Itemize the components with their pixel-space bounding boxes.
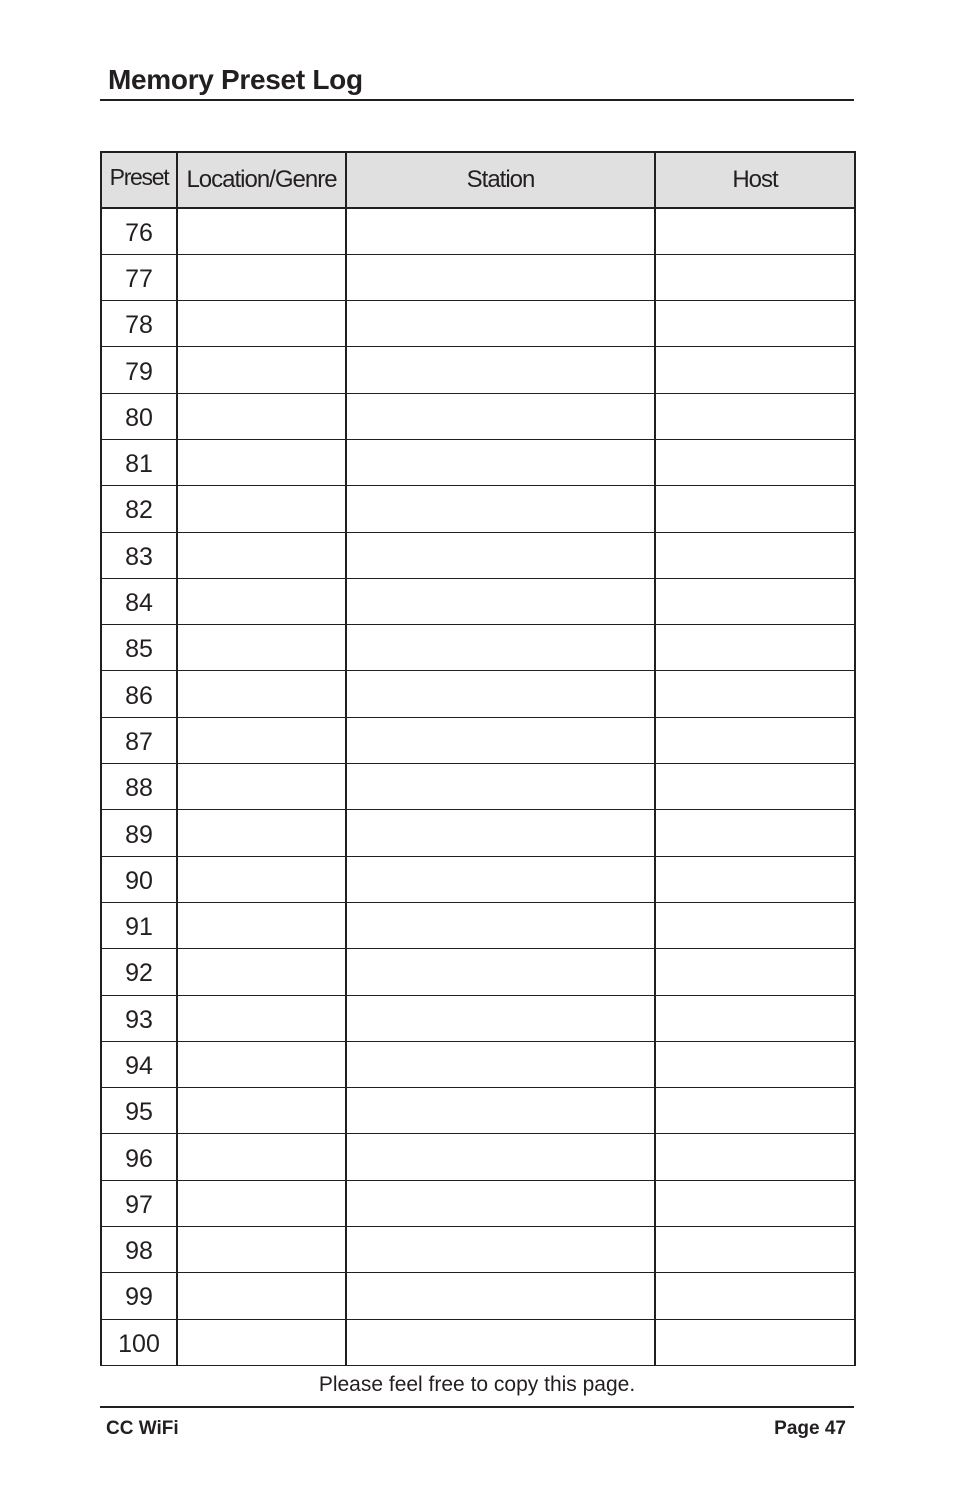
host-cell: [655, 949, 855, 995]
location-genre-cell: [177, 902, 346, 948]
table-row: [101, 717, 855, 763]
station-cell: [346, 532, 655, 578]
station-cell: [346, 208, 655, 254]
preset-number-cell: 96: [101, 1134, 177, 1180]
preset-number-cell: 86: [101, 671, 177, 717]
table-row: [101, 625, 855, 671]
preset-number-cell: 100: [101, 1319, 177, 1365]
location-genre-cell: [177, 1134, 346, 1180]
table-row: [101, 671, 855, 717]
table-row: [101, 995, 855, 1041]
location-genre-cell: [177, 1273, 346, 1319]
preset-number-cell: 83: [101, 532, 177, 578]
preset-number-cell: 88: [101, 764, 177, 810]
location-genre-cell: [177, 625, 346, 671]
table-row: [101, 949, 855, 995]
table-row: [101, 578, 855, 624]
station-cell: [346, 393, 655, 439]
table-row: [101, 1319, 855, 1365]
station-cell: [346, 486, 655, 532]
location-genre-cell: [177, 856, 346, 902]
table-row: [101, 1134, 855, 1180]
location-genre-cell: [177, 254, 346, 300]
column-header-preset: Preset: [101, 152, 177, 208]
location-genre-cell: [177, 1088, 346, 1134]
location-genre-cell: [177, 1180, 346, 1226]
host-cell: [655, 995, 855, 1041]
host-cell: [655, 393, 855, 439]
host-cell: [655, 347, 855, 393]
station-cell: [346, 1227, 655, 1273]
station-cell: [346, 995, 655, 1041]
location-genre-cell: [177, 1319, 346, 1365]
preset-number-cell: 82: [101, 486, 177, 532]
station-cell: [346, 347, 655, 393]
host-cell: [655, 1319, 855, 1365]
location-genre-cell: [177, 208, 346, 254]
host-cell: [655, 578, 855, 624]
location-genre-cell: [177, 347, 346, 393]
footer-product-name: CC WiFi: [106, 1418, 179, 1439]
table-row: [101, 810, 855, 856]
table-row: [101, 1227, 855, 1273]
station-cell: [346, 1319, 655, 1365]
host-cell: [655, 1041, 855, 1087]
station-cell: [346, 439, 655, 485]
host-cell: [655, 254, 855, 300]
station-cell: [346, 625, 655, 671]
host-cell: [655, 1227, 855, 1273]
location-genre-cell: [177, 393, 346, 439]
table-row: [101, 439, 855, 485]
table-row: [101, 301, 855, 347]
preset-number-cell: 84: [101, 578, 177, 624]
preset-number-cell: 91: [101, 902, 177, 948]
preset-number-cell: 90: [101, 856, 177, 902]
station-cell: [346, 764, 655, 810]
station-cell: [346, 671, 655, 717]
location-genre-cell: [177, 439, 346, 485]
location-genre-cell: [177, 1041, 346, 1087]
table-row: [101, 764, 855, 810]
preset-number-cell: 92: [101, 949, 177, 995]
station-cell: [346, 301, 655, 347]
table-row: [101, 1273, 855, 1319]
table-row: [101, 1041, 855, 1087]
location-genre-cell: [177, 1227, 346, 1273]
station-cell: [346, 717, 655, 763]
host-cell: [655, 301, 855, 347]
preset-number-cell: 78: [101, 301, 177, 347]
preset-number-cell: 98: [101, 1227, 177, 1273]
preset-number-cell: 77: [101, 254, 177, 300]
location-genre-cell: [177, 532, 346, 578]
table-row: [101, 254, 855, 300]
station-cell: [346, 1273, 655, 1319]
location-genre-cell: [177, 671, 346, 717]
preset-number-cell: 80: [101, 393, 177, 439]
station-cell: [346, 578, 655, 624]
preset-number-cell: 79: [101, 347, 177, 393]
memory-preset-table: [100, 151, 856, 1366]
preset-number-cell: 87: [101, 717, 177, 763]
host-cell: [655, 1134, 855, 1180]
table-row: [101, 208, 855, 254]
preset-number-cell: 93: [101, 995, 177, 1041]
host-cell: [655, 671, 855, 717]
host-cell: [655, 717, 855, 763]
preset-number-cell: 95: [101, 1088, 177, 1134]
location-genre-cell: [177, 764, 346, 810]
host-cell: [655, 1088, 855, 1134]
table-row: [101, 486, 855, 532]
station-cell: [346, 1088, 655, 1134]
location-genre-cell: [177, 578, 346, 624]
location-genre-cell: [177, 949, 346, 995]
host-cell: [655, 486, 855, 532]
station-cell: [346, 1134, 655, 1180]
footer-page-number: Page 47: [774, 1418, 846, 1439]
host-cell: [655, 856, 855, 902]
location-genre-cell: [177, 995, 346, 1041]
location-genre-cell: [177, 810, 346, 856]
copy-note: Please feel free to copy this page.: [318, 1373, 636, 1396]
table-row: [101, 347, 855, 393]
table-header-row: [101, 152, 855, 208]
footer-divider: [100, 1406, 854, 1408]
host-cell: [655, 625, 855, 671]
station-cell: [346, 810, 655, 856]
preset-number-cell: 94: [101, 1041, 177, 1087]
station-cell: [346, 1041, 655, 1087]
host-cell: [655, 532, 855, 578]
location-genre-cell: [177, 486, 346, 532]
table-row: [101, 1180, 855, 1226]
column-header-station: Station: [346, 152, 655, 208]
table-row: [101, 902, 855, 948]
station-cell: [346, 949, 655, 995]
host-cell: [655, 439, 855, 485]
host-cell: [655, 1273, 855, 1319]
location-genre-cell: [177, 301, 346, 347]
table-row: [101, 856, 855, 902]
host-cell: [655, 208, 855, 254]
table-row: [101, 532, 855, 578]
preset-number-cell: 99: [101, 1273, 177, 1319]
station-cell: [346, 254, 655, 300]
preset-number-cell: 97: [101, 1180, 177, 1226]
station-cell: [346, 1180, 655, 1226]
preset-number-cell: 89: [101, 810, 177, 856]
station-cell: [346, 902, 655, 948]
page-title: Memory Preset Log: [108, 64, 363, 95]
preset-number-cell: 76: [101, 208, 177, 254]
title-divider: [100, 99, 854, 101]
host-cell: [655, 810, 855, 856]
station-cell: [346, 856, 655, 902]
table-row: [101, 1088, 855, 1134]
column-header-host: Host: [655, 152, 855, 208]
host-cell: [655, 764, 855, 810]
preset-number-cell: 81: [101, 439, 177, 485]
location-genre-cell: [177, 717, 346, 763]
host-cell: [655, 902, 855, 948]
column-header-location-genre: Location/Genre: [177, 152, 346, 208]
table-row: [101, 393, 855, 439]
host-cell: [655, 1180, 855, 1226]
preset-number-cell: 85: [101, 625, 177, 671]
